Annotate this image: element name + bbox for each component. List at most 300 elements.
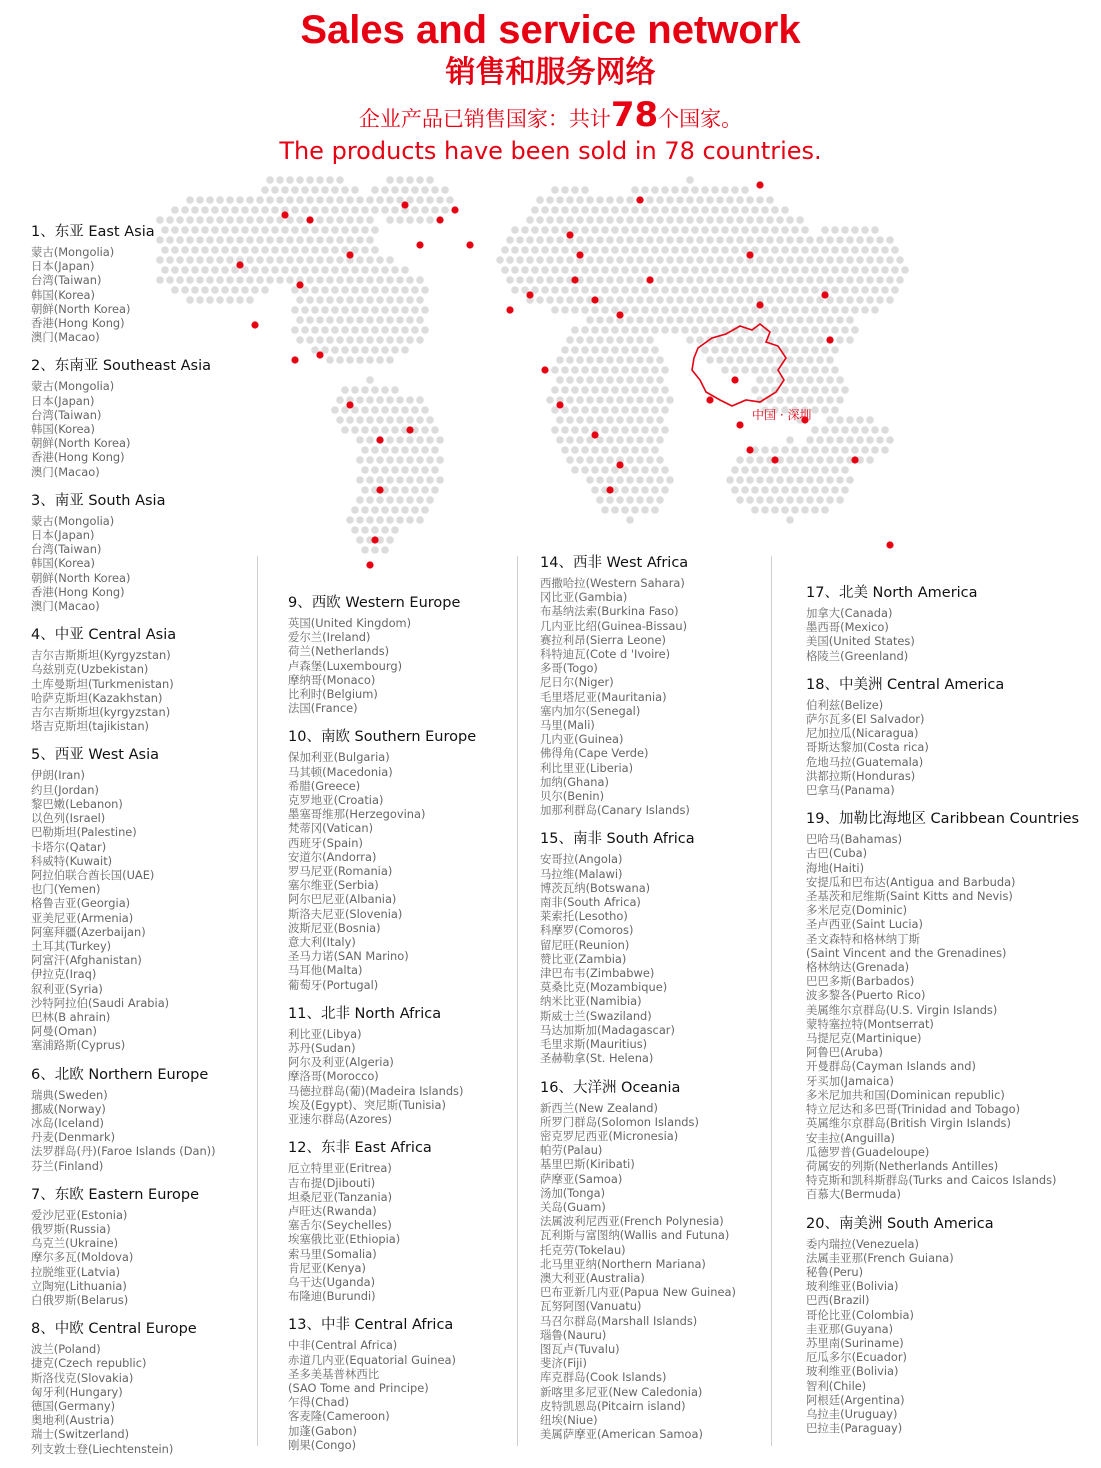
country-item: 列支敦士登(Liechtenstein) [31, 1441, 174, 1456]
country-item: 阿尔及利亚(Algeria) [288, 1055, 394, 1070]
market-marker [376, 486, 383, 493]
market-marker [306, 216, 313, 223]
country-count-en: The products have been sold in 78 countries. [279, 137, 822, 165]
market-marker [451, 206, 458, 213]
country-item: 日本(Japan) [31, 393, 95, 408]
country-item: 科特迪瓦(Cote d 'Ivoire) [540, 647, 671, 662]
country-item: 保加利亚(Bulgaria) [288, 750, 390, 765]
country-item: 哈萨克斯坦(Kazakhstan) [31, 690, 163, 705]
market-marker [526, 291, 533, 298]
country-item: 伊朗(Iran) [31, 768, 85, 783]
market-marker [566, 231, 573, 238]
column-1 [31, 222, 251, 1468]
country-item: 格林纳达(Grenada) [806, 960, 910, 975]
country-item: 墨塞哥维那(Herzegovina) [288, 807, 426, 822]
market-marker [826, 336, 833, 343]
region-heading: 6、北欧 Northern Europe [31, 1066, 209, 1083]
column-divider [771, 556, 772, 1446]
market-marker [506, 306, 513, 313]
country-item: 多米尼克(Dominic) [806, 903, 908, 918]
country-item: 加那利群岛(Canary Islands) [540, 803, 690, 818]
country-item: 海地(Haiti) [806, 860, 865, 875]
region-block [806, 1214, 1096, 1436]
country-item: 布基纳法索(Burkina Faso) [540, 604, 679, 619]
country-item: 安提瓜和巴布达(Antigua and Barbuda) [806, 874, 1016, 889]
country-item: 毛里塔尼亚(Mauritania) [540, 689, 667, 704]
country-item: 百慕大(Bermuda) [806, 1187, 901, 1202]
country-item: 利比里亚(Liberia) [540, 760, 634, 775]
market-marker [251, 321, 258, 328]
country-item: 阿曼(Oman) [31, 1024, 97, 1039]
country-item: 荷属安的列斯(Netherlands Antilles) [806, 1158, 999, 1173]
region-block [288, 1138, 528, 1303]
market-marker [616, 461, 623, 468]
market-marker [541, 366, 548, 373]
region-heading: 15、南非 South Africa [540, 831, 695, 848]
column-divider [257, 556, 258, 1446]
country-item: 智利(Chile) [806, 1378, 867, 1393]
country-item: 玻利维亚(Bolivia) [806, 1279, 899, 1294]
country-item: 奥地利(Austria) [31, 1413, 115, 1428]
country-item: 几内亚(Guinea) [540, 732, 624, 747]
country-item: 关岛(Guam) [540, 1199, 606, 1214]
country-item: 意大利(Italy) [288, 935, 356, 950]
header [0, 6, 1101, 166]
country-item: 密克罗尼西亚(Micronesia) [540, 1128, 679, 1143]
country-item: 伯利兹(Belize) [806, 697, 884, 712]
country-item: 朝鲜(North Korea) [31, 436, 131, 451]
country-item: 博茨瓦纳(Botswana) [540, 880, 651, 895]
country-item: 所罗门群岛(Solomon Islands) [540, 1114, 699, 1129]
country-item: 乌兹别克(Uzbekistan) [31, 662, 149, 677]
country-item: 罗马尼亚(Romania) [288, 864, 393, 879]
market-marker [376, 436, 383, 443]
country-item: 圣基茨和尼维斯(Saint Kitts and Nevis) [806, 889, 1013, 904]
country-item: 冈比亚(Gambia) [540, 590, 628, 605]
country-count-line [0, 95, 1101, 136]
column-divider [517, 556, 518, 1446]
country-item: 韩国(Korea) [31, 422, 95, 437]
region-block [540, 829, 765, 1065]
country-item: 挪威(Norway) [31, 1101, 106, 1116]
map-dot-grid [156, 176, 909, 554]
country-item: 安道尔(Andorra) [288, 849, 377, 864]
country-item: 瑞士(Switzerland) [31, 1427, 130, 1442]
country-item: 圭亚那(Guyana) [806, 1321, 894, 1336]
map-label-shenzhen: 中国 · 深圳 [752, 408, 812, 422]
country-item: 巴拿马(Panama) [806, 783, 895, 798]
country-item: 斯洛伐克(Slovakia) [31, 1370, 134, 1385]
region-block [31, 745, 251, 1052]
count-number: 78 [610, 95, 659, 135]
region-block [31, 356, 251, 478]
country-item: 西班牙(Spain) [288, 835, 363, 850]
country-item: 韩国(Korea) [31, 287, 95, 302]
country-item: 加蓬(Gabon) [288, 1423, 357, 1438]
country-item: 韩国(Korea) [31, 556, 95, 571]
region-block [31, 1065, 251, 1173]
region-heading: 11、北非 North Africa [288, 1005, 442, 1022]
country-item: 皮特凯恩岛(Pitcairn island) [540, 1398, 686, 1413]
country-item: 西撒哈拉(Western Sahara) [540, 576, 685, 590]
market-marker [466, 241, 473, 248]
country-item: 安哥拉(Angola) [540, 852, 623, 867]
country-item: 埃及(Egypt)、突尼斯(Tunisia) [288, 1097, 446, 1112]
market-marker [821, 291, 828, 298]
region-heading: 12、东非 East Africa [288, 1140, 432, 1157]
region-block [288, 727, 528, 991]
country-item: 毛里求斯(Mauritius) [540, 1037, 648, 1052]
market-marker [636, 196, 643, 203]
country-item: 塞舌尔(Seychelles) [288, 1218, 392, 1233]
country-item: 波多黎各(Puerto Rico) [806, 988, 926, 1003]
country-item: 吉布提(Djibouti) [288, 1175, 376, 1190]
country-item: 荷兰(Netherlands) [288, 644, 390, 659]
country-item: 图瓦卢(Tuvalu) [540, 1341, 620, 1356]
count-suffix: 个国家。 [658, 107, 743, 131]
market-marker [416, 241, 423, 248]
region-block [540, 553, 765, 817]
country-item: 美属维尔京群岛(U.S. Virgin Islands) [806, 1002, 998, 1017]
region-heading: 2、东南亚 Southeast Asia [31, 358, 212, 375]
world-map [150, 160, 950, 580]
country-item: 马达加斯加(Madagascar) [540, 1022, 675, 1037]
country-item: 尼日尔(Niger) [540, 675, 614, 690]
country-item: 基里巴斯(Kiribati) [540, 1157, 635, 1172]
region-heading: 7、东欧 Eastern Europe [31, 1186, 200, 1203]
country-item: 赛拉利昂(Sierra Leone) [540, 632, 666, 647]
region-block [31, 222, 251, 344]
country-item: 巴拉圭(Paraguay) [806, 1421, 903, 1436]
page-title-cn: 销售和服务网络 [445, 55, 656, 90]
market-marker [591, 296, 598, 303]
country-item: 牙买加(Jamaica) [806, 1073, 894, 1088]
country-item: 朝鲜(North Korea) [31, 301, 131, 316]
market-marker [736, 421, 743, 428]
market-marker [291, 356, 298, 363]
country-item: 圣文森特和格林纳丁斯 [806, 931, 920, 946]
country-item: 阿拉伯联合酋长国(UAE) [31, 867, 155, 882]
country-item: 苏丹(Sudan) [288, 1041, 356, 1056]
country-item: 乌干达(Uganda) [288, 1274, 376, 1289]
country-item: 蒙特塞拉特(Montserrat) [806, 1016, 934, 1031]
country-item: 巴西(Brazil) [806, 1293, 870, 1308]
market-marker [316, 351, 323, 358]
country-item: 阿根廷(Argentina) [806, 1392, 905, 1407]
region-heading: 16、大洋洲 Oceania [540, 1079, 681, 1096]
country-item: 马里(Mali) [540, 718, 595, 733]
country-item: 圣卢西亚(Saint Lucia) [806, 917, 923, 932]
country-item: 吉尔吉斯斯坦(kyrgyzstan) [31, 705, 171, 720]
country-item: 以色列(Israel) [31, 811, 106, 826]
country-item: 津巴布韦(Zimbabwe) [540, 966, 655, 981]
country-item: 哥斯达黎加(Costa rica) [806, 740, 929, 755]
country-item: 马德拉群岛(葡)(Madeira Islands) [288, 1083, 464, 1098]
country-item: 俄罗斯(Russia) [31, 1221, 111, 1236]
country-item: 亚美尼亚(Armenia) [31, 910, 134, 925]
country-item: 爱尔兰(Ireland) [288, 630, 371, 645]
market-marker [731, 376, 738, 383]
region-block [806, 583, 1096, 663]
country-item: 匈牙利(Hungary) [31, 1384, 123, 1399]
region-heading: 14、西非 West Africa [540, 555, 689, 571]
country-item: 格陵兰(Greenland) [806, 648, 909, 663]
region-block [806, 675, 1096, 797]
country-item: 蒙古(Mongolia) [31, 245, 115, 259]
country-item: 摩尔多瓦(Moldova) [31, 1250, 134, 1265]
country-item: 刚果(Congo) [288, 1437, 357, 1452]
country-item: 托克劳(Tokelau) [540, 1242, 626, 1257]
country-item: 日本(Japan) [31, 259, 95, 274]
country-item: 开曼群岛(Cayman Islands and) [806, 1059, 976, 1074]
country-item: 乌拉圭(Uruguay) [806, 1406, 898, 1421]
country-item: 利比亚(Libya) [288, 1026, 362, 1041]
country-item: 冰岛(Iceland) [31, 1115, 104, 1130]
country-item: 贝尔(Benin) [540, 789, 605, 804]
country-item: 纳米比亚(Namibia) [540, 994, 642, 1009]
region-block [806, 809, 1096, 1201]
region-heading: 4、中亚 Central Asia [31, 627, 177, 644]
country-item: 圣马力诺(SAN Marino) [288, 949, 409, 964]
country-item: 圣赫勒拿(St. Helena) [540, 1051, 654, 1066]
country-item: 苏里南(Suriname) [806, 1335, 904, 1350]
country-item: 新西兰(New Zealand) [540, 1100, 658, 1115]
country-item: 纽埃(Niue) [540, 1412, 598, 1427]
country-item: 莱索托(Lesotho) [540, 909, 628, 924]
region-block [31, 625, 251, 733]
country-item: 赤道几内亚(Equatorial Guinea) [288, 1352, 456, 1367]
country-item: 汤加(Tonga) [540, 1185, 606, 1200]
country-item: 厄立特里亚(Eritrea) [288, 1161, 392, 1176]
country-item: 德国(Germany) [31, 1399, 116, 1413]
country-item: 土库曼斯坦(Turkmenistan) [31, 676, 174, 691]
country-item: 马召尔群岛(Marshall Islands) [540, 1313, 698, 1328]
region-block [540, 1078, 765, 1442]
country-item: 瑞典(Sweden) [31, 1087, 108, 1102]
country-item: 法国(France) [288, 701, 358, 716]
country-item: 吉尔吉斯斯坦(Kyrgyzstan) [31, 648, 171, 663]
country-item: 安圭拉(Anguilla) [806, 1130, 895, 1145]
country-item: 塔吉克斯坦(tajikistan) [31, 719, 149, 734]
market-marker [366, 561, 373, 568]
market-marker [401, 201, 408, 208]
country-item: 希腊(Greece) [288, 778, 361, 793]
country-item: 美属萨摩亚(American Samoa) [540, 1427, 703, 1442]
country-item: 马提尼克(Martinique) [806, 1031, 922, 1046]
country-item: 朝鲜(North Korea) [31, 570, 131, 585]
column-3 [540, 553, 765, 1453]
country-item: 蒙古(Mongolia) [31, 513, 115, 528]
country-item: 台湾(Taiwan) [31, 542, 102, 557]
region-heading: 3、南亚 South Asia [31, 492, 166, 509]
country-item: 洪都拉斯(Honduras) [806, 768, 916, 783]
country-item: 佛得角(Cape Verde) [540, 746, 649, 761]
country-item: 波兰(Poland) [31, 1342, 101, 1357]
china-outline [692, 324, 786, 406]
region-heading: 13、中非 Central Africa [288, 1317, 454, 1334]
country-item: 古巴(Cuba) [806, 846, 868, 861]
market-marker [406, 426, 413, 433]
country-item: 澳门(Macao) [31, 599, 100, 614]
country-item: 阿塞拜疆(Azerbaijan) [31, 924, 146, 939]
country-item: 香港(Hong Kong) [31, 450, 125, 465]
country-item: 叙利亚(Syria) [31, 981, 103, 996]
country-item: 库克群岛(Cook Islands) [540, 1370, 667, 1385]
country-item: 厄瓜多尔(Ecuador) [806, 1350, 907, 1365]
country-item: 危地马拉(Guatemala) [806, 754, 924, 769]
country-item: 索马里(Somalia) [288, 1246, 377, 1261]
country-item: 圣多美基普林西比 [288, 1366, 380, 1381]
country-item: 伊拉克(Iraq) [31, 967, 97, 982]
country-item: 格鲁吉亚(Georgia) [31, 896, 131, 911]
country-item: 坦桑尼亚(Tanzania) [288, 1189, 393, 1204]
country-item: 中非(Central Africa) [288, 1338, 398, 1353]
market-marker [346, 251, 353, 258]
market-marker [646, 276, 653, 283]
country-item: 卡塔尔(Qatar) [31, 839, 107, 854]
country-item: 墨西哥(Mexico) [806, 620, 889, 635]
country-item: 巴巴多斯(Barbados) [806, 974, 915, 989]
country-item: 马其顿(Macedonia) [288, 764, 393, 779]
country-item: 塞内加尔(Senegal) [540, 703, 641, 718]
country-item: 台湾(Taiwan) [31, 407, 102, 422]
country-item: 塞浦路斯(Cyprus) [31, 1038, 126, 1053]
country-item: 留尼旺(Reunion) [540, 937, 630, 952]
country-item: 澳大利亚(Australia) [540, 1270, 645, 1285]
country-item: 埃塞俄比亚(Ethiopia) [288, 1232, 401, 1247]
country-item: 英国(United Kingdom) [288, 616, 412, 630]
country-item: 澳门(Macao) [31, 464, 100, 479]
country-item: 爱沙尼亚(Estonia) [31, 1207, 128, 1222]
region-block [31, 1185, 251, 1307]
country-item: 法属波利尼西亚(French Polynesia) [540, 1214, 724, 1229]
country-item: 北马里亚纳(Northern Mariana) [540, 1256, 706, 1271]
market-marker [281, 211, 288, 218]
country-item: 比利时(Belgium) [288, 687, 378, 702]
country-item: 巴林(B ahrain) [31, 1009, 111, 1024]
country-item: 巴勒斯坦(Palestine) [31, 825, 137, 840]
country-item: 玻利维亚(Bolivia) [806, 1364, 899, 1379]
country-item: 瓦努阿图(Vanuatu) [540, 1299, 642, 1314]
country-item: 拉脱维亚(Latvia) [31, 1264, 121, 1279]
country-item: 蒙古(Mongolia) [31, 379, 115, 394]
country-item: 白俄罗斯(Belarus) [31, 1292, 129, 1307]
country-item: 乍得(Chad) [288, 1395, 350, 1410]
country-item: 巴布亚新几内亚(Papua New Guinea) [540, 1285, 736, 1300]
country-item: 台湾(Taiwan) [31, 273, 102, 288]
country-item: 土耳其(Turkey) [31, 938, 112, 953]
market-marker [756, 181, 763, 188]
country-item: 赞比亚(Zambia) [540, 951, 627, 966]
region-heading: 10、南欧 Southern Europe [288, 729, 477, 746]
page-title: Sales and service network [300, 8, 801, 52]
country-item: 萨尔瓦多(El Salvador) [806, 712, 925, 727]
country-item: 瓦利斯与富图纳(Wallis and Futuna) [540, 1228, 730, 1243]
region-heading: 18、中美洲 Central America [806, 676, 1005, 693]
country-item: 莫桑比克(Mozambique) [540, 980, 668, 995]
country-item: 斯威士兰(Swaziland) [540, 1008, 652, 1023]
market-marker [771, 456, 778, 463]
country-item: 加纳(Ghana) [540, 774, 609, 789]
country-item: 瑙鲁(Nauru) [540, 1327, 607, 1342]
country-item: 马耳他(Malta) [288, 963, 363, 978]
country-item: 布隆迪(Burundi) [288, 1289, 376, 1304]
country-item: 卢森堡(Luxembourg) [288, 658, 403, 673]
country-item: 葡萄牙(Portugal) [288, 977, 379, 992]
country-item: 多米尼加共和国(Dominican republic) [806, 1087, 1005, 1102]
market-marker [371, 536, 378, 543]
country-item: 法属圭亚那(French Guiana) [806, 1250, 954, 1265]
country-item: 丹麦(Denmark) [31, 1130, 116, 1145]
country-item: 科摩罗(Comoros) [540, 923, 634, 938]
country-item: 几内亚比绍(Guinea-Bissau) [540, 618, 688, 633]
country-item: 特立尼达和多巴哥(Trinidad and Tobago) [806, 1102, 1021, 1117]
country-item: 阿鲁巴(Aruba) [806, 1045, 883, 1060]
country-item: 特克斯和凯科斯群岛(Turks and Caicos Islands) [806, 1173, 1057, 1188]
market-marker [591, 431, 598, 438]
country-item: 澳门(Macao) [31, 330, 100, 345]
market-marker [571, 276, 578, 283]
region-block [288, 1315, 528, 1452]
country-item: 瓜德罗普(Guadeloupe) [806, 1144, 930, 1159]
country-item: 立陶宛(Lithuania) [31, 1278, 127, 1293]
market-marker [746, 251, 753, 258]
country-item: 帕劳(Palau) [540, 1143, 603, 1158]
column-4 [806, 583, 1096, 1447]
count-prefix: 企业产品已销售国家：共计 [358, 107, 611, 131]
market-marker [606, 486, 613, 493]
country-item: 哥伦比亚(Colombia) [806, 1307, 914, 1322]
country-item: 巴哈马(Bahamas) [806, 832, 903, 847]
country-item: 日本(Japan) [31, 528, 95, 543]
country-item: 摩洛哥(Morocco) [288, 1069, 379, 1084]
region-heading: 17、北美 North America [806, 585, 978, 601]
country-item: 肯尼亚(Kenya) [288, 1260, 366, 1275]
country-item: 卢旺达(Rwanda) [288, 1203, 377, 1218]
country-item: 沙特阿拉伯(Saudi Arabia) [31, 995, 170, 1010]
market-marker [706, 396, 713, 403]
market-marker [756, 301, 763, 308]
country-item: (SAO Tome and Principe) [288, 1380, 429, 1395]
country-item: 新喀里多尼亚(New Caledonia) [540, 1384, 703, 1399]
column-2 [288, 593, 528, 1464]
market-marker [746, 446, 753, 453]
country-item: 黎巴嫩(Lebanon) [31, 796, 123, 811]
country-item: 波斯尼亚(Bosnia) [288, 920, 381, 935]
region-block [31, 1319, 251, 1456]
country-item: 克罗地亚(Croatia) [288, 793, 384, 808]
region-heading: 1、东亚 East Asia [31, 224, 155, 240]
region-block [288, 1004, 528, 1126]
country-item: 阿富汗(Afghanistan) [31, 953, 142, 968]
country-item: 南非(South Africa) [540, 895, 641, 910]
region-heading: 20、南美洲 South America [806, 1215, 994, 1232]
market-marker [296, 281, 303, 288]
region-heading: 19、加勒比海地区 Caribbean Countries [806, 811, 1080, 828]
market-marker [436, 216, 443, 223]
country-item: 香港(Hong Kong) [31, 316, 125, 331]
country-item: 乌克兰(Ukraine) [31, 1236, 119, 1251]
country-item: 梵蒂冈(Vatican) [288, 821, 374, 836]
country-item: 芬兰(Finland) [31, 1158, 104, 1173]
country-item: 秘鲁(Peru) [806, 1264, 864, 1279]
country-item: 香港(Hong Kong) [31, 584, 125, 599]
country-item: 美国(United States) [806, 634, 915, 649]
country-item: 阿尔巴尼亚(Albania) [288, 892, 397, 907]
country-item: 尼加拉瓜(Nicaragua) [806, 726, 919, 741]
country-item: 亚速尔群岛(Azores) [288, 1112, 392, 1127]
country-item: 约旦(Jordan) [31, 782, 99, 797]
